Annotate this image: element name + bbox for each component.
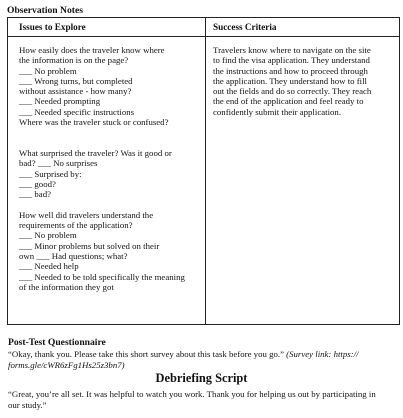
issues-line: requirements of the application? <box>19 220 133 231</box>
observation-notes-table <box>7 17 400 325</box>
issues-line: of the information they got <box>19 281 114 292</box>
post-test-line <box>8 349 401 360</box>
issues-line: What surprised the traveler? Was it good or <box>19 147 172 158</box>
post-test-questionnaire-heading: Post-Test Questionnaire <box>8 337 106 348</box>
issues-line: ___ Wrong turns, but completed <box>19 75 133 86</box>
success-criteria-cell <box>213 45 395 117</box>
issues-line: ___ No problem <box>19 230 77 241</box>
issues-line: ___ Needed help <box>19 261 79 272</box>
success-line: confidently submit their application. <box>213 106 342 117</box>
issues-line: ___ Surprised by: <box>19 168 82 179</box>
debriefing-line: our study.” <box>8 399 47 410</box>
issues-line: ___ No problem <box>19 65 77 76</box>
success-line: the instructions and how to proceed through <box>213 65 368 76</box>
issues-line: the information is on the page? <box>19 55 129 66</box>
table-header-divider <box>8 36 399 37</box>
survey-link: forms.gle/cWR6zFg1Hs25z3bn7) <box>8 359 125 370</box>
issues-line: ___ Needed to be told specifically the meaning <box>19 271 185 282</box>
issues-cell <box>19 45 201 292</box>
issues-line: ___ Minor problems but solved on their <box>19 240 160 251</box>
post-test-quote: “Okay, thank you. Please take this short survey about this task before you go.” <box>8 349 284 359</box>
issues-line: ___ good? <box>19 178 56 189</box>
issues-line: ___ Needed prompting <box>19 96 101 107</box>
debriefing-text <box>8 389 401 410</box>
issues-line: How easily does the traveler know where <box>19 45 165 55</box>
debriefing-line: “Great, you’re all set. It was helpful to watch you work. Thank you for helping us out by participating in <box>8 389 376 399</box>
table-column-divider <box>205 18 206 324</box>
issues-line: ___ Needed specific instructions <box>19 106 135 117</box>
post-test-text <box>8 349 401 370</box>
issues-to-explore-header: Issues to Explore <box>19 22 86 32</box>
issues-line: ___ bad? <box>19 189 52 200</box>
issues-line: own ___ Had questions; what? <box>19 250 128 261</box>
issues-line: bad? ___ No surprises <box>19 158 98 169</box>
success-criteria-header: Success Criteria <box>213 22 277 32</box>
success-line: out the fields and do so correctly. They reach <box>213 86 372 97</box>
issues-line: How well did travelers understand the <box>19 209 154 220</box>
success-line: the end of the application and feel ready to <box>213 96 364 107</box>
survey-link-label: (Survey link: https:// <box>283 349 359 359</box>
success-line: to find the visa application. They understand <box>213 55 370 66</box>
debriefing-script-heading: Debriefing Script <box>155 371 248 385</box>
issues-line: without assistance - how many? <box>19 86 132 97</box>
success-line: the application. They understand how to fill <box>213 75 367 86</box>
issues-line: Where was the traveler stuck or confused? <box>19 117 169 128</box>
success-line: Travelers know where to navigate on the site <box>213 45 371 55</box>
observation-notes-heading: Observation Notes <box>7 5 83 16</box>
